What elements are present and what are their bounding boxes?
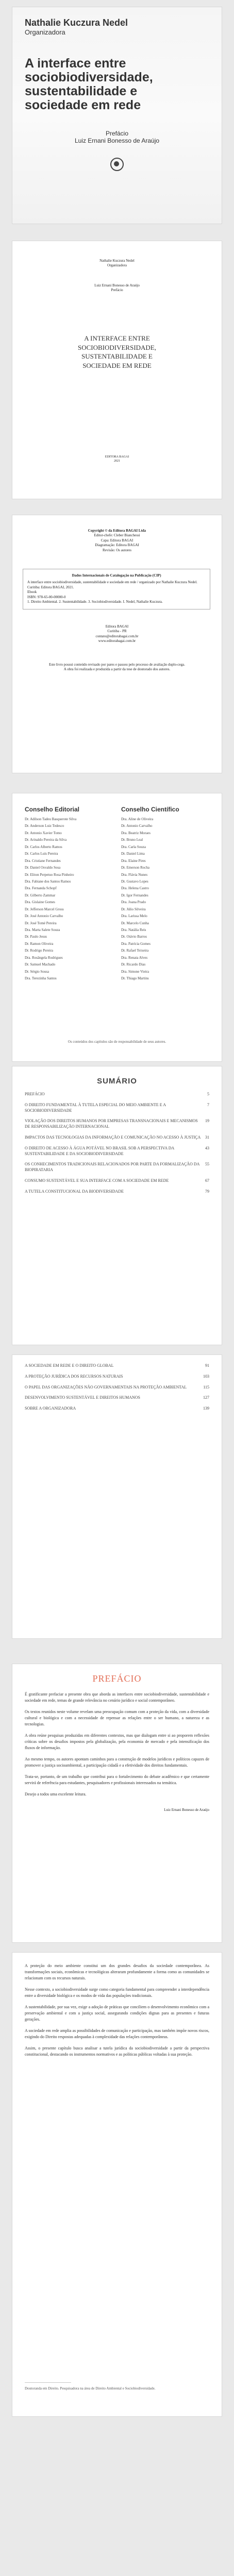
editorial-member: Dr. José Antonio Carvalho: [25, 914, 63, 919]
title-page-year: 2021: [114, 459, 120, 463]
summary-continued-page: 139: [203, 1406, 209, 1411]
copyright-line-4: Revisão: Os autores: [103, 548, 131, 552]
summary-item-text: CONSUMO SUSTENTÁVEL E SUA INTERFACE COM A SOCIEDADE EM REDE: [25, 1178, 169, 1183]
scientific-member: Dra. Helena Castro: [121, 886, 149, 891]
scientific-member: Dr. Bruno Leal: [121, 838, 143, 842]
scientific-member: Dr. Marcelo Cunha: [121, 921, 149, 925]
summary-continued-item: [25, 1406, 209, 1412]
summary-continued-item: [25, 1395, 209, 1401]
summary-item-text: VIOLAÇÃO DOS DIREITOS HUMANOS POR EMPRESAS TRANSNACIONAIS E MECANISMOS DE RESPONSABILIZAÇÃO INTERNACIONAL: [25, 1118, 198, 1129]
cover-background: [12, 7, 222, 224]
summary-item-page: 43: [205, 1145, 209, 1150]
summary-continued-page: 115: [203, 1384, 209, 1389]
editorial-member: Dr. Carlos Alberto Ramos: [25, 844, 62, 849]
scientific-member: Dra. Elaine Pires: [121, 858, 146, 863]
editorial-member: Dr. Adilson Tadeu Basquerote Silva: [25, 817, 77, 821]
scientific-member: Dr. Thiago Martins: [121, 976, 149, 981]
preface-paragraph: Os textos reunidos neste volume revelam uma preocupação comum com a proteção da vida, com a diversidade cultural e biológica e com a necessidade de repensar as relações entre o ser humano, a natureza e as tecnologias.: [25, 1709, 209, 1726]
summary-item-text: OS CONHECIMENTOS TRADICIONAIS RELACIONADOS POR PARTE DA FORMALIZAÇÃO DA BIOPIRATARIA: [25, 1162, 199, 1173]
summary-item-page: 7: [207, 1102, 209, 1107]
title-page-edition: EDITORA BAGAI: [105, 455, 129, 459]
preface-title: PREFÁCIO: [92, 1673, 142, 1684]
summary-continued-page: [12, 1355, 222, 1638]
summary-item: [25, 1162, 209, 1173]
scientific-member: Dra. Flávia Nunes: [121, 872, 148, 877]
chapter-page: [12, 1953, 222, 2416]
scientific-member: Dra. Renata Alves: [121, 955, 148, 960]
catalog-line-3: Ebook: [27, 590, 37, 595]
preface-block: [25, 1673, 209, 1812]
summary-item-text: IMPACTOS DAS TECNOLOGIAS DA INFORMAÇÃO E COMUNICAÇÃO NO ACESSO À JUSTIÇA: [25, 1134, 201, 1140]
title-page-title-block: [12, 334, 222, 370]
summary-item: [25, 1103, 209, 1114]
scientific-member: Dr. Gustavo Lopes: [121, 879, 148, 884]
scientific-board: [121, 806, 209, 984]
chapter-paragraph: A sociedade em rede amplia as possibilidades de comunicação e participação, mas também impõe novos riscos, exigindo do Direito respostas adequadas à complexidade das relações contemporâneas.: [25, 2028, 209, 2039]
cover-logo: [12, 158, 222, 174]
summary-continued-item: [25, 1374, 209, 1380]
cover-author: Nathalie Kuczura Nedel: [25, 18, 128, 28]
summary-continued-text: SOBRE A ORGANIZADORA: [25, 1406, 76, 1411]
editorial-member: Dra. Gislaine Gomes: [25, 900, 55, 905]
scientific-member: Dra. Patrícia Gomes: [121, 941, 151, 946]
summary-item-text: O DIREITO FUNDAMENTAL À TUTELA ESPECIAL DO MEIO AMBIENTE E A SOCIOBIODIVERSIDADE: [25, 1102, 166, 1113]
editorial-member: Dr. Ramon Oliveira: [25, 941, 54, 946]
cover-title: [25, 57, 210, 112]
summary-continued-text: A PROTEÇÃO JURÍDICA DOS RECURSOS NATURAIS: [25, 1374, 123, 1379]
catalog-title: Dados Internacionais de Catalogação na Publicação (CIP): [72, 573, 161, 578]
cover-preface: [12, 130, 222, 144]
catalog-line-1: A interface entre sociobiodiversidade, sustentabilidade e sociedade em rede / organizado por Nathalie Kuczura Nedel.: [27, 580, 197, 585]
cover-title-line-2: sociobiodiversidade,: [25, 70, 153, 84]
preface-page: [12, 1664, 222, 1942]
preface-paragraph: Trata-se, portanto, de um trabalho que contribui para o fortalecimento do debate acadêmico e que certamente servirá de referência para estudantes, pesquisadores e profissionais interessados na temática.: [25, 1774, 209, 1785]
publisher-contact: [23, 624, 211, 644]
summary-item: [25, 1189, 209, 1195]
summary-item-page: 31: [205, 1134, 209, 1140]
scientific-member: Dra. Aline de Oliveira: [121, 817, 154, 821]
copyright-line-3: Diagramação: Editora BAGAI: [95, 543, 139, 548]
summary-item-page: 19: [205, 1118, 209, 1124]
preface-paragraph: A obra reúne pesquisas produzidas em diferentes contextos, mas que dialogam entre si ao proporem reflexões críticas sobre os desafios impostos pela globalização, pela economia de mercado e pela intensificação dos fluxos de informação.: [25, 1733, 209, 1750]
title-page-title-2: SOCIOBIODIVERSIDADE,: [77, 343, 157, 351]
summary-item-text: A TUTELA CONSTITUCIONAL DA BIODIVERSIDADE: [25, 1189, 124, 1194]
contact-line-1: Editora BAGAI: [105, 624, 129, 629]
summary-item-page: 55: [205, 1162, 209, 1167]
summary-continued-block: [25, 1363, 209, 1417]
scientific-member: Dr. Júlio Silveira: [121, 907, 146, 911]
summary-continued-text: O PAPEL DAS ORGANIZAÇÕES NÃO GOVERNAMENTAIS NA PROTEÇÃO AMBIENTAL: [25, 1384, 187, 1389]
catalog-line-2: Curitiba: Editora BAGAI, 2021.: [27, 585, 74, 589]
copyright-line-1: Editor-chefe: Cleber Bianchessi: [94, 533, 140, 538]
editorial-member: Dr. Anderson Luiz Tedesco: [25, 824, 64, 828]
title-page-preface-role: Prefácio: [111, 288, 123, 293]
editorial-board-title: Conselho Editorial: [25, 806, 80, 813]
scientific-member: Dra. Carla Souza: [121, 844, 146, 849]
summary-continued-item: [25, 1385, 209, 1391]
scientific-member: Dra. Simone Vieira: [121, 969, 149, 974]
editorial-member: Dr. José Tomé Pereira: [25, 921, 57, 925]
editorial-board: [25, 806, 113, 984]
editorial-member: Dra. Terezinha Santos: [25, 976, 57, 981]
title-page-title-3: SUSTENTABILIDADE E: [81, 352, 153, 361]
summary-item: [25, 1092, 209, 1097]
council-footer: Os conteúdos dos capítulos são de responsabilidade de seus autores.: [68, 1040, 166, 1044]
scientific-member: Dr. Antonio Carvalho: [121, 824, 153, 828]
summary-page: [12, 1066, 222, 1345]
editorial-member: Dra. Fernanda Schopf: [25, 886, 57, 891]
editorial-member: Dr. Jefferson Marcel Gross: [25, 907, 64, 911]
summary-item-text: PREFÁCIO: [25, 1092, 45, 1096]
cover-preface-author: Luiz Ernani Bonesso de Araújo: [74, 137, 160, 144]
scientific-member: Dr. Otávio Barros: [121, 935, 147, 939]
summary-item: [25, 1118, 209, 1130]
editorial-member: Dr. Antonio Xavier Tomo: [25, 831, 62, 835]
copyright-line-2: Capa: Editora BAGAI: [101, 538, 133, 543]
scientific-board-title: Conselho Científico: [121, 806, 179, 813]
preface-signature: Luiz Ernani Bonesso de Araújo: [164, 1808, 209, 1812]
editorial-member: Dra. Marta Salete Souza: [25, 928, 60, 932]
council-page: [12, 793, 222, 1061]
summary-item-text: O DIREITO DE ACESSO À ÁGUA POTÁVEL NO BRASIL SOB A PERSPECTIVA DA SUSTENTABILIDADE E DA SOCIOBIODIVERSIDADE: [25, 1145, 174, 1156]
scientific-member: Dr. Igor Fernandes: [121, 893, 148, 897]
summary-continued-page: 127: [203, 1395, 209, 1400]
scientific-member: Dr. Daniel Lima: [121, 852, 145, 856]
copyright-note-2: A obra foi realizada e produzida a partir da tese de doutorado dos autores.: [63, 667, 171, 672]
contact-line-2: Curitiba - PR: [107, 629, 127, 634]
copyright-page: [12, 515, 222, 773]
title-page-title-4: SOCIEDADE EM REDE: [82, 361, 152, 369]
cover-preface-label: Prefácio: [105, 130, 129, 137]
copyright-header: [23, 529, 211, 553]
preface-paragraph: Ao mesmo tempo, os autores apontam caminhos para a construção de modelos jurídicos e políticos capazes de promover a justiça socioambiental, a participação cidadã e a efetividade dos direitos fundamentais.: [25, 1757, 209, 1768]
chapter-footnote: Doutoranda em Direito. Pesquisadora na área de Direito Ambiental e Sociobiodiversidade.: [25, 2386, 156, 2391]
editorial-member: Dr. Samuel Machado: [25, 962, 56, 967]
editorial-member: Dr. Rodrigo Pereira: [25, 948, 54, 953]
chapter-footnote-divider: [25, 2382, 71, 2383]
preface-paragraph: É gratificante prefaciar a presente obra que aborda as interfaces entre sociobiodiversidade, sustentabilidade e sociedade em rede, temas de grande relevância no cenário jurídico e social contemporâneo.: [25, 1692, 209, 1703]
cover-author-block: [25, 18, 210, 36]
summary-block: [25, 1077, 209, 1200]
council-grid: [25, 806, 209, 984]
editorial-member: Dr. Paulo Jesus: [25, 935, 47, 939]
scientific-member: Dr. Emerson Rocha: [121, 866, 150, 870]
scientific-member: Dra. Natália Reis: [121, 928, 146, 932]
chapter-paragraph: A sustentabilidade, por sua vez, exige a adoção de práticas que conciliem o desenvolvimento econômico com a preservação ambiental e com a justiça social, assegurando condições dignas para as presentes e futuras gerações.: [25, 2005, 209, 2022]
scientific-member: Dr. Ricardo Dias: [121, 962, 146, 967]
chapter-paragraph: A proteção do meio ambiente constitui um dos grandes desafios da sociedade contemporânea. As transformações sociais, econômicas e tecnológicas alteraram profundamente a forma como as comunidades se relacionam com os recursos naturais.: [25, 1963, 209, 1980]
editorial-member: Dr. Gilberto Zammar: [25, 893, 56, 897]
editorial-member: Dr. Sérgio Sousa: [25, 969, 49, 974]
contact-line-3: contato@editorabagai.com.br: [95, 634, 139, 638]
summary-continued-text: A SOCIEDADE EM REDE E O DIREITO GLOBAL: [25, 1363, 114, 1368]
title-page-preface-author: Luiz Ernani Bonesso de Araújo: [94, 283, 140, 287]
chapter-block: [25, 1963, 209, 2063]
editorial-member: Dr. Eliton Perpetuo Rosa Pinheiro: [25, 872, 74, 877]
cover-title-line-4: sociedade em rede: [25, 98, 141, 112]
editorial-member: Dr. Daniel Osvaldo Sosa: [25, 866, 61, 870]
editorial-member: Dra. Rosângela Rodrigues: [25, 955, 63, 960]
title-page-author-block: [12, 259, 222, 268]
cover-title-line-1: A interface entre: [25, 56, 126, 71]
publisher-logo-icon: [110, 158, 124, 171]
summary-item: [25, 1135, 209, 1141]
copyright-company: Copyright © da Editora BAGAI Ltda: [88, 529, 146, 533]
summary-continued-page: 103: [203, 1374, 209, 1379]
summary-continued-item: [25, 1363, 209, 1369]
preface-paragraph: Desejo a todos uma excelente leitura.: [25, 1792, 87, 1797]
cover-title-line-3: sustentabilidade e: [25, 84, 138, 98]
title-page-preface-block: [12, 283, 222, 293]
copyright-notes: [28, 663, 206, 672]
summary-continued-text: DESENVOLVIMENTO SUSTENTÁVEL E DIREITOS HUMANOS: [25, 1395, 140, 1400]
title-page-publisher-block: [12, 455, 222, 464]
editorial-member: Dr. Arinaldo Pereira da Silva: [25, 838, 67, 842]
summary-item-page: 5: [207, 1092, 209, 1096]
title-page-title-1: A INTERFACE ENTRE: [84, 334, 150, 342]
editorial-member: Dra. Cristiane Fernandes: [25, 858, 61, 863]
cover-page: [12, 7, 222, 224]
summary-continued-page: 91: [205, 1363, 209, 1368]
scientific-member: Dra. Joana Prado: [121, 900, 146, 905]
chapter-paragraph: Assim, o presente capítulo busca analisar a tutela jurídica da sociobiodiversidade a partir da perspectiva constitucional, destacando os instrumentos normativos e as políticas públicas voltadas à sua proteção.: [25, 2046, 209, 2057]
summary-title: SUMÁRIO: [97, 1077, 137, 1086]
summary-item: [25, 1146, 209, 1157]
contact-line-4: www.editorabagai.com.br: [98, 639, 136, 643]
summary-item: [25, 1178, 209, 1184]
copyright-note-1: Este livro possui conteúdo revisado por pares e passou pelo processo de avaliação duplo-cega.: [49, 663, 185, 667]
scientific-member: Dra. Beatriz Moraes: [121, 831, 151, 835]
catalog-line-4: ISBN: 978-65-00-00000-0: [27, 595, 66, 599]
editorial-member: Dr. Carlos Luís Pereira: [25, 852, 58, 856]
title-page-author: Nathalie Kuczura Nedel: [99, 259, 135, 263]
summary-item-page: 67: [205, 1178, 209, 1183]
scientific-member: Dra. Larissa Melo: [121, 914, 147, 919]
title-page: [12, 241, 222, 499]
editorial-member: Dra. Fabiane dos Santos Ramos: [25, 879, 71, 884]
scientific-member: Dr. Rafael Teixeira: [121, 948, 149, 953]
cover-role: Organizadora: [25, 28, 65, 36]
catalog-line-5: 1. Direito Ambiental. 2. Sustentabilidade. 3. Sociobiodiversidade. I. Nedel, Nathalie Kuczura.: [27, 600, 163, 604]
title-page-author-role: Organizadora: [107, 263, 127, 268]
summary-item-page: 79: [205, 1189, 209, 1194]
catalog-card: [23, 569, 210, 609]
chapter-paragraph: Nesse contexto, a sociobiodiversidade surge como categoria fundamental para compreender a interdependência entre a diversidade biológica e os modos de vida das populações tradicionais.: [25, 1987, 209, 1998]
